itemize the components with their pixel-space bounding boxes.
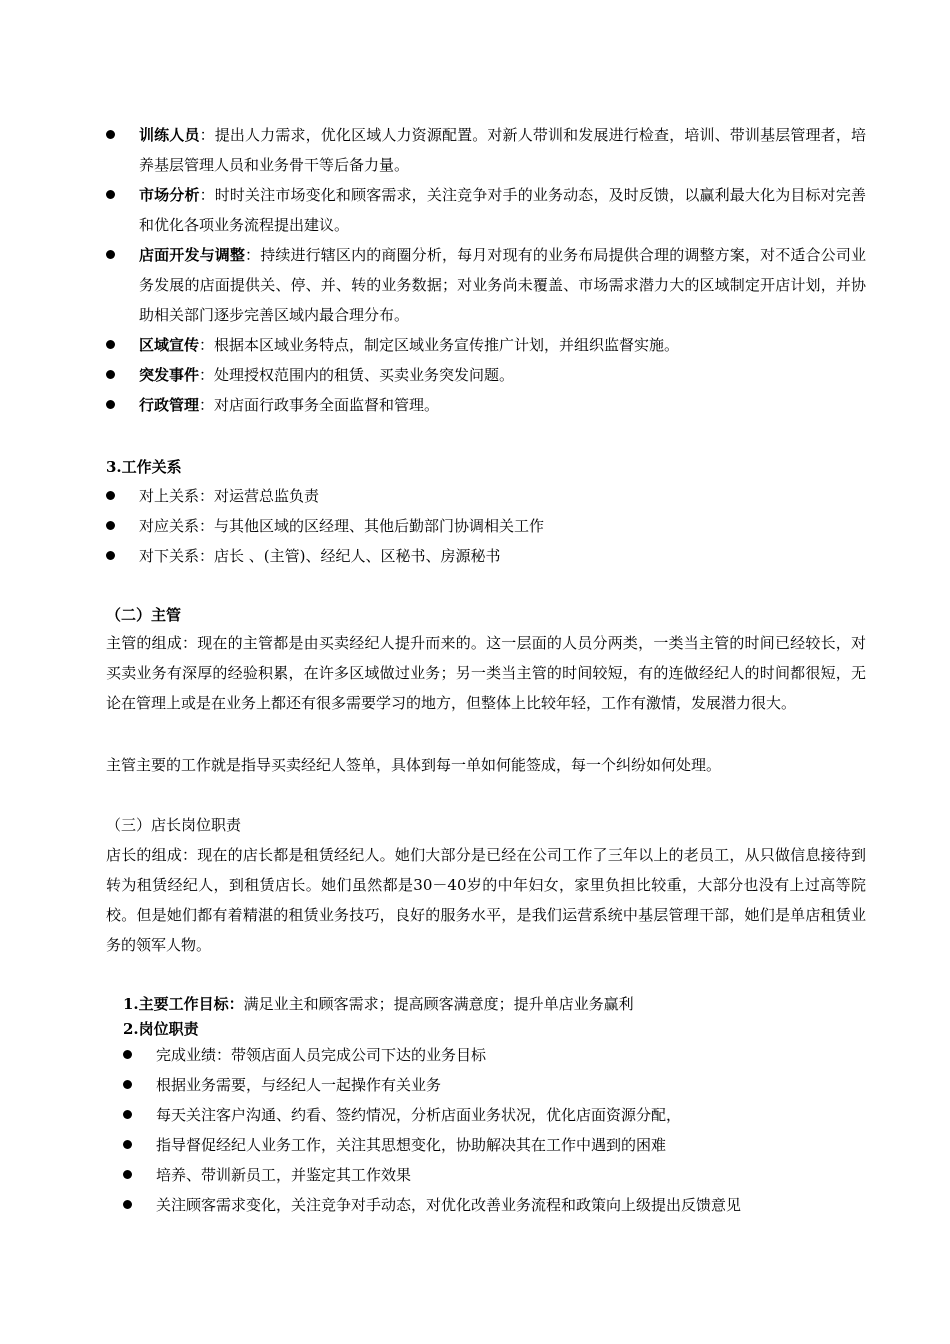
item-label: 区域宣传: [139, 336, 200, 354]
list-item: [0, 360, 950, 390]
list-item: [0, 541, 950, 571]
item-text: 根据业务需要，与经纪人一起操作有关业务: [156, 1076, 442, 1094]
list-item: [0, 390, 950, 420]
list-item: [0, 481, 950, 511]
list-item: [0, 180, 950, 240]
item-label: 训练人员: [139, 126, 200, 144]
item-text: 每天关注客户沟通、约看、签约情况，分析店面业务状况，优化店面资源分配，: [156, 1106, 682, 1124]
duty-list: [0, 1040, 950, 1220]
bullet-icon: [106, 340, 115, 349]
bullet-icon: [106, 370, 115, 379]
bullet-icon: [106, 551, 115, 560]
paragraph-text: 店长的组成：现在的店长都是租赁经纪人。她们大部分是已经在公司工作了三年以上的老员工，从只做信息接待到转为租赁经纪人，到租赁店长。她们虽然都是30－40岁的中年妇女，家里负担比较重，大部分也没有上过高等院校。但是她们都有着精湛的租赁业务技巧，良好的服务水平，是我们运营系统中基层管理干部，她们是单店租赁业务的领军人物。: [106, 846, 866, 954]
item-text: ：持续进行辖区内的商圈分析，每月对现有的业务布局提供合理的调整方案，对不适合公司业务发展的店面提供关、停、并、转的业务数据；对业务尚未覆盖、市场需求潜力大的区域制定开店计划，并协助相关部门逐步完善区域内最合理分布。: [139, 246, 866, 324]
paragraph-text: 主管主要的工作就是指导买卖经纪人签单，具体到每一单如何能签成，每一个纠纷如何处理。: [106, 756, 722, 774]
paragraph: [106, 628, 866, 718]
item-label: 突发事件: [139, 366, 200, 384]
item-text: 对下关系：店长 、(主管)、经纪人、区秘书、房源秘书: [139, 547, 501, 565]
bullet-icon: [123, 1140, 132, 1149]
item-text: 完成业绩：带领店面人员完成公司下达的业务目标: [156, 1046, 487, 1064]
relations-list: [0, 481, 950, 571]
bullet-icon: [106, 250, 115, 259]
item-label: 店面开发与调整: [139, 246, 246, 264]
bullet-icon: [123, 1200, 132, 1209]
bullet-icon: [106, 130, 115, 139]
goal-text: 满足业主和顾客需求；提高顾客满意度；提升单店业务赢利: [243, 995, 634, 1013]
item-text: ：时时关注市场变化和顾客需求，关注竞争对手的业务动态，及时反馈，以赢利最大化为目标对完善和优化各项业务流程提出建议。: [139, 186, 866, 234]
responsibility-list: [0, 120, 950, 420]
item-text: 对上关系：对运营总监负责: [139, 487, 320, 505]
list-item: [0, 1100, 950, 1130]
work-goal: [123, 994, 634, 1014]
list-item: [0, 511, 950, 541]
item-text: 培养、带训新员工，并鉴定其工作效果: [156, 1166, 412, 1184]
list-item: [0, 1070, 950, 1100]
list-item: [0, 1190, 950, 1220]
item-text: ：根据本区域业务特点，制定区域业务宣传推广计划，并组织监督实施。: [199, 336, 680, 354]
section-heading: （三）店长岗位职责: [106, 816, 242, 834]
list-item: [0, 1160, 950, 1190]
item-text: ：提出人力需求，优化区域人力资源配置。对新人带训和发展进行检查，培训、带训基层管理者，培养基层管理人员和业务骨干等后备力量。: [139, 126, 866, 174]
bullet-icon: [106, 190, 115, 199]
bullet-icon: [123, 1170, 132, 1179]
section-heading: 2.岗位职责: [123, 1020, 199, 1038]
item-text: 对应关系：与其他区域的区经理、其他后勤部门协调相关工作: [139, 517, 545, 535]
section-heading: （二）主管: [106, 606, 182, 624]
item-text: ：对店面行政事务全面监督和管理。: [199, 396, 440, 414]
bullet-icon: [123, 1050, 132, 1059]
list-item: [0, 1040, 950, 1070]
list-item: [0, 120, 950, 180]
goal-label: 1.主要工作目标：: [123, 995, 244, 1013]
item-label: 行政管理: [139, 396, 200, 414]
paragraph: [106, 750, 866, 780]
item-text: ：处理授权范围内的租赁、买卖业务突发问题。: [199, 366, 515, 384]
item-label: 市场分析: [139, 186, 200, 204]
bullet-icon: [106, 521, 115, 530]
list-item: [0, 1130, 950, 1160]
paragraph: [106, 840, 866, 960]
bullet-icon: [106, 400, 115, 409]
list-item: [0, 330, 950, 360]
section-heading: 3.工作关系: [106, 458, 182, 476]
list-item: [0, 240, 950, 330]
item-text: 指导督促经纪人业务工作，关注其思想变化，协助解决其在工作中遇到的困难: [156, 1136, 667, 1154]
bullet-icon: [123, 1110, 132, 1119]
bullet-icon: [123, 1080, 132, 1089]
paragraph-text: 主管的组成：现在的主管都是由买卖经纪人提升而来的。这一层面的人员分两类，一类当主管的时间已经较长，对买卖业务有深厚的经验积累，在许多区域做过业务；另一类当主管的时间较短，有的连做经纪人的时间都很短，无论在管理上或是在业务上都还有很多需要学习的地方，但整体上比较年轻，工作有激情，发展潜力很大。: [106, 634, 866, 712]
bullet-icon: [106, 491, 115, 500]
item-text: 关注顾客需求变化，关注竞争对手动态，对优化改善业务流程和政策向上级提出反馈意见: [156, 1196, 742, 1214]
